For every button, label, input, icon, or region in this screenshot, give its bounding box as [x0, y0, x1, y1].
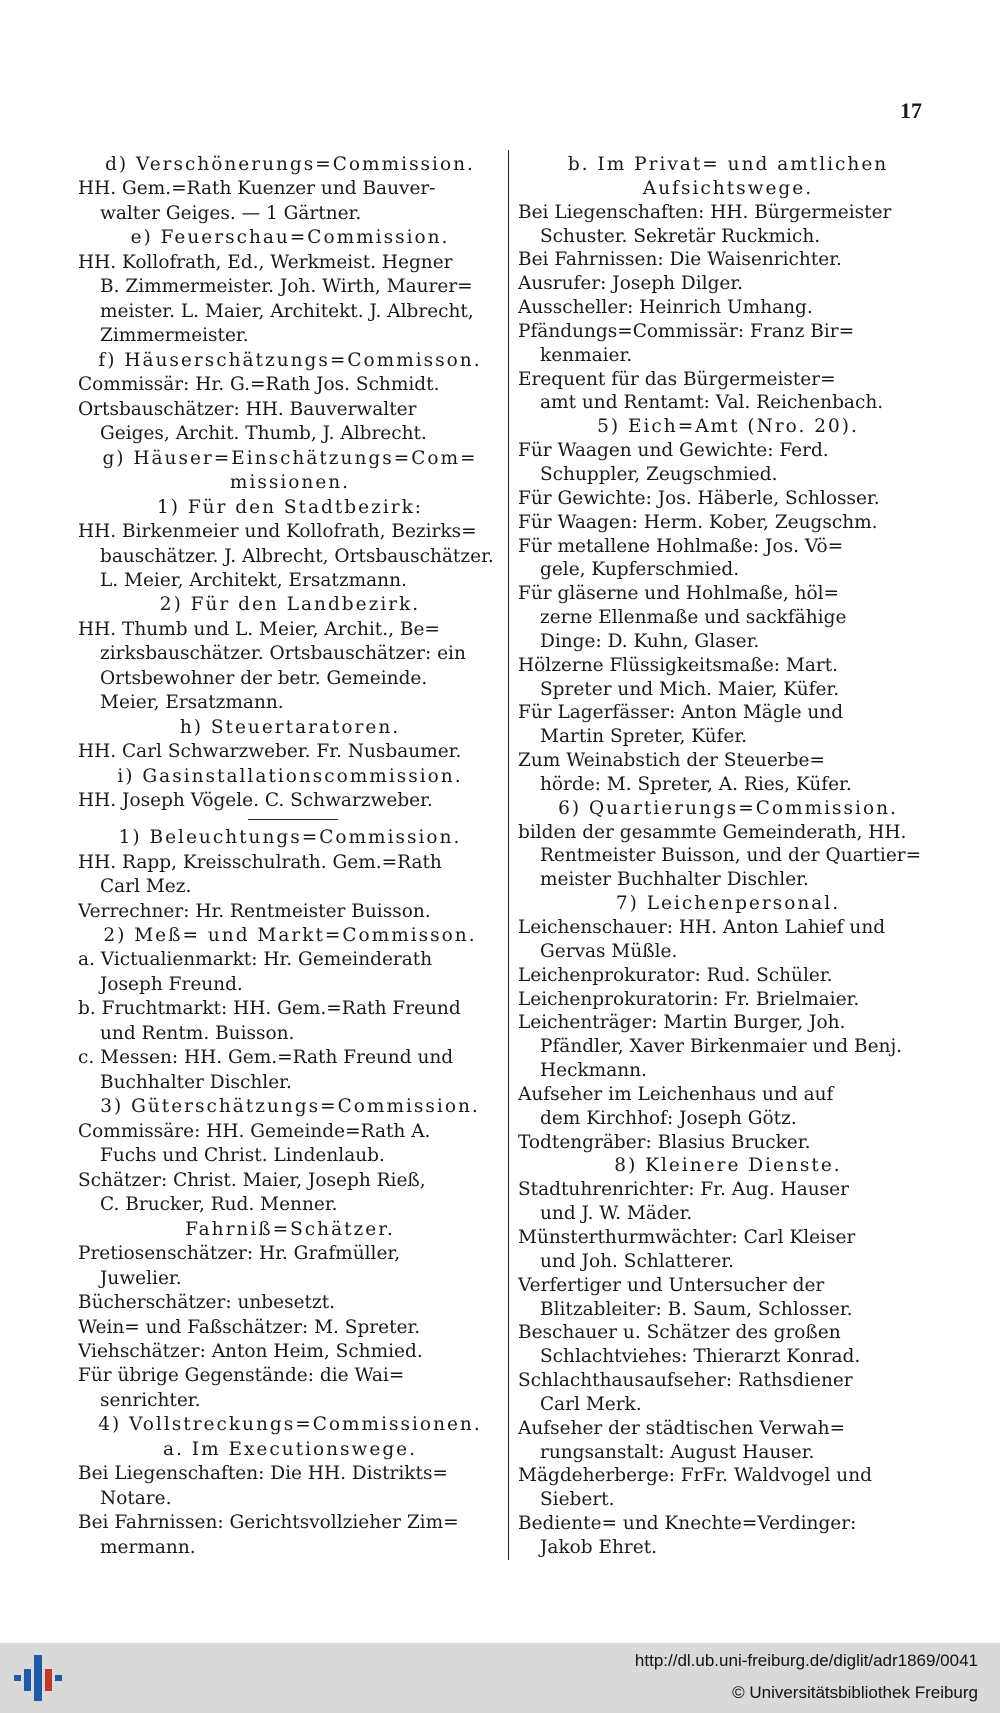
text-line: Zum Weinabstich der Steuerbe= — [518, 750, 825, 772]
section-heading: 1) Für den Stadtbezirk: — [156, 496, 424, 518]
text-line: Viehschätzer: Anton Heim, Schmied. — [78, 1340, 423, 1362]
text-line: Notare. — [100, 1487, 172, 1509]
text-line: Leichenprokuratorin: Fr. Brielmaier. — [518, 988, 860, 1010]
text-line: Für gläserne und Hohlmaße, höl= — [518, 583, 840, 605]
text-line: Joseph Freund. — [100, 973, 243, 995]
text-line: Für übrige Gegenstände: die Wai= — [78, 1365, 405, 1387]
text-line: Bei Liegenschaften: HH. Bürgermeister — [518, 201, 892, 223]
text-line: rungsanstalt: August Hauser. — [540, 1441, 815, 1463]
text-line: walter Geiges. — 1 Gärtner. — [100, 202, 362, 224]
right-column — [518, 154, 938, 1559]
section-heading: a. Im Executionswege. — [162, 1438, 418, 1460]
section-heading: 4) Vollstreckungs=Commissionen. — [98, 1414, 482, 1436]
section-heading: g) Häuser=Einschätzungs=Com= — [102, 447, 478, 469]
section-heading: 3) Güterschätzungs=Commission. — [100, 1096, 480, 1118]
text-line: c. Messen: HH. Gem.=Rath Freund und — [78, 1047, 454, 1069]
text-line: bauschätzer. J. Albrecht, Ortsbauschätzer. — [100, 545, 494, 567]
text-line: Meier, Ersatzmann. — [100, 692, 284, 714]
text-line: Siebert. — [540, 1489, 615, 1511]
text-line: Bei Liegenschaften: Die HH. Distrikts= — [78, 1463, 448, 1485]
section-heading: d) Verschönerungs=Commission. — [105, 154, 475, 175]
text-line: Dinge: D. Kuhn, Glaser. — [540, 630, 760, 652]
footer-bar — [0, 1643, 1000, 1713]
text-line: meister Buchhalter Dischler. — [540, 869, 809, 891]
text-line: Bücherschätzer: unbesetzt. — [78, 1292, 336, 1314]
section-rule — [78, 815, 502, 825]
section-heading: 1) Beleuchtungs=Commission. — [118, 827, 462, 849]
text-line: b. Fruchtmarkt: HH. Gem.=Rath Freund — [78, 998, 461, 1020]
text-line: B. Zimmermeister. Joh. Wirth, Maurer= — [100, 276, 473, 298]
text-line: und J. W. Mäder. — [540, 1203, 693, 1225]
text-line: hörde: M. Spreter, A. Ries, Küfer. — [540, 773, 852, 795]
text-line: und Rentm. Buisson. — [100, 1022, 295, 1044]
text-line: HH. Birkenmeier und Kollofrath, Bezirks= — [78, 521, 477, 543]
section-heading: 2) Meß= und Markt=Commisson. — [103, 925, 477, 946]
text-line: kenmaier. — [540, 344, 633, 366]
text-line: Hölzerne Flüssigkeitsmaße: Mart. — [518, 654, 839, 676]
text-line: Buchhalter Dischler. — [100, 1071, 292, 1093]
text-line: Commissäre: HH. Gemeinde=Rath A. — [78, 1120, 431, 1142]
text-line: bilden der gesammte Gemeinderath, HH. — [518, 821, 907, 843]
text-line: Schuppler, Zeugschmied. — [540, 463, 778, 485]
text-line: Geiges, Archit. Thumb, J. Albrecht. — [100, 423, 427, 445]
section-heading: h) Steuertaratoren. — [179, 716, 401, 738]
text-line: Erequent für das Bürgermeister= — [518, 368, 836, 390]
text-line: a. Victualienmarkt: Hr. Gemeinderath — [78, 949, 433, 971]
section-heading: 6) Quartierungs=Commission. — [558, 797, 898, 819]
copyright-notice: © Universitätsbibliothek Freiburg — [732, 1683, 978, 1702]
text-line: Münsterthurmwächter: Carl Kleiser — [518, 1226, 856, 1248]
text-line: L. Meier, Architekt, Ersatzmann. — [100, 569, 407, 591]
text-line: Rentmeister Buisson, und der Quartier= — [540, 845, 922, 867]
text-line: Schuster. Sekretär Ruckmich. — [540, 225, 821, 247]
section-heading: 8) Kleinere Dienste. — [614, 1155, 842, 1177]
left-column — [78, 154, 502, 1559]
text-line: und Joh. Schlatterer. — [540, 1250, 734, 1272]
text-line: Bei Fahrnissen: Gerichtsvollzieher Zim= — [78, 1512, 459, 1534]
text-line: Carl Mez. — [100, 876, 192, 898]
text-line: Gervas Müßle. — [540, 940, 678, 962]
section-heading: f) Häuserschätzungs=Commisson. — [98, 349, 482, 371]
text-line: HH. Thumb und L. Meier, Archit., Be= — [78, 618, 440, 640]
text-line: Bediente= und Knechte=Verdinger: — [518, 1513, 857, 1535]
section-heading: 2) Für den Landbezirk. — [159, 594, 421, 616]
text-line: Bei Fahrnissen: Die Waisenrichter. — [518, 249, 842, 271]
text-line: Für Waagen: Herm. Kober, Zeugschm. — [518, 511, 878, 533]
section-heading: 7) Leichenpersonal. — [615, 893, 841, 915]
text-line: Pfändler, Xaver Birkenmaier und Benj. — [540, 1036, 903, 1058]
text-line: Für Lagerfässer: Anton Mägle und — [518, 702, 844, 724]
text-line: Pfändungs=Commissär: Franz Bir= — [518, 320, 855, 342]
text-line: HH. Gem.=Rath Kuenzer und Bauver- — [78, 178, 436, 200]
text-line: amt und Rentamt: Val. Reichenbach. — [540, 392, 884, 414]
section-heading: e) Feuerschau=Commission. — [130, 227, 450, 249]
text-line: mermann. — [100, 1536, 196, 1558]
text-line: Ausscheller: Heinrich Umhang. — [518, 297, 813, 319]
text-line: Für Gewichte: Jos. Häberle, Schlosser. — [518, 487, 880, 509]
text-line: HH. Rapp, Kreisschulrath. Gem.=Rath — [78, 851, 442, 873]
text-line: Jakob Ehret. — [540, 1536, 658, 1558]
section-heading: i) Gasinstallationscommission. — [117, 765, 463, 787]
text-line: Für Waagen und Gewichte: Ferd. — [518, 440, 829, 462]
text-line: meister. L. Maier, Architekt. J. Albrecht, — [100, 300, 474, 322]
text-line: Blitzableiter: B. Saum, Schlosser. — [540, 1298, 853, 1320]
text-line: Ausrufer: Joseph Dilger. — [518, 273, 744, 295]
text-line: Schlachthausaufseher: Rathsdiener — [518, 1370, 853, 1392]
text-line: senrichter. — [100, 1389, 201, 1411]
text-line: dem Kirchhof: Joseph Götz. — [540, 1107, 797, 1129]
text-line: Verrechner: Hr. Rentmeister Buisson. — [78, 900, 431, 922]
text-line: Todtengräber: Blasius Brucker. — [518, 1131, 811, 1153]
text-line: Ortsbewohner der betr. Gemeinde. — [100, 667, 428, 689]
text-line: Pretiosenschätzer: Hr. Grafmüller, — [78, 1243, 401, 1265]
page-number: 17 — [900, 98, 922, 123]
text-line: Juwelier. — [100, 1267, 182, 1289]
section-heading: Aufsichtswege. — [642, 177, 814, 199]
text-line: HH. Kollofrath, Ed., Werkmeist. Hegner — [78, 251, 453, 273]
text-line: Fuchs und Christ. Lindenlaub. — [100, 1145, 385, 1167]
section-heading: 5) Eich=Amt (Nro. 20). — [597, 416, 859, 438]
text-line: Ortsbauschätzer: HH. Bauverwalter — [78, 398, 417, 420]
text-line: Mägdeherberge: FrFr. Waldvogel und — [518, 1465, 872, 1487]
text-line: Schlachtviehes: Thierarzt Konrad. — [540, 1346, 861, 1368]
text-line: Verfertiger und Untersucher der — [518, 1274, 825, 1296]
text-line: Stadtuhrenrichter: Fr. Aug. Hauser — [518, 1179, 849, 1201]
text-line: C. Brucker, Rud. Menner. — [100, 1194, 338, 1216]
text-line: Aufseher im Leichenhaus und auf — [518, 1083, 834, 1105]
text-line: Zimmermeister. — [100, 325, 249, 347]
section-heading: Fahrniß=Schätzer. — [185, 1218, 395, 1240]
text-line: HH. Carl Schwarzweber. Fr. Nusbaumer. — [78, 741, 462, 763]
text-line: Heckmann. — [540, 1060, 647, 1082]
text-line: zerne Ellenmaße und sackfähige — [540, 607, 847, 629]
section-heading: b. Im Privat= und amtlichen — [567, 154, 889, 175]
text-line: HH. Joseph Vögele. C. Schwarzweber. — [78, 790, 433, 812]
ub-freiburg-logo-icon — [10, 1651, 70, 1705]
text-line: Für metallene Hohlmaße: Jos. Vö= — [518, 535, 844, 557]
text-line: Commissär: Hr. G.=Rath Jos. Schmidt. — [78, 374, 440, 396]
text-line: Schätzer: Christ. Maier, Joseph Rieß, — [78, 1169, 426, 1191]
text-line: zirksbauschätzer. Ortsbauschätzer: ein — [100, 643, 466, 665]
text-line: Leichenprokurator: Rud. Schüler. — [518, 964, 833, 986]
text-line: Leichenschauer: HH. Anton Lahief und — [518, 917, 886, 938]
text-line: Aufseher der städtischen Verwah= — [518, 1417, 846, 1439]
text-line: Carl Merk. — [540, 1393, 642, 1415]
section-heading: missionen. — [229, 472, 351, 494]
text-line: Leichenträger: Martin Burger, Joh. — [518, 1012, 846, 1034]
text-line: Martin Spreter, Küfer. — [540, 726, 748, 748]
text-line: Spreter und Mich. Maier, Küfer. — [540, 678, 840, 700]
source-url-link[interactable]: http://dl.ub.uni-freiburg.de/diglit/adr1869/0041 — [634, 1651, 978, 1670]
text-line: Beschauer u. Schätzer des großen — [518, 1322, 841, 1344]
text-line: Wein= und Faßschätzer: M. Spreter. — [78, 1316, 421, 1338]
text-line: gele, Kupferschmied. — [540, 559, 740, 581]
column-divider — [508, 150, 509, 1560]
